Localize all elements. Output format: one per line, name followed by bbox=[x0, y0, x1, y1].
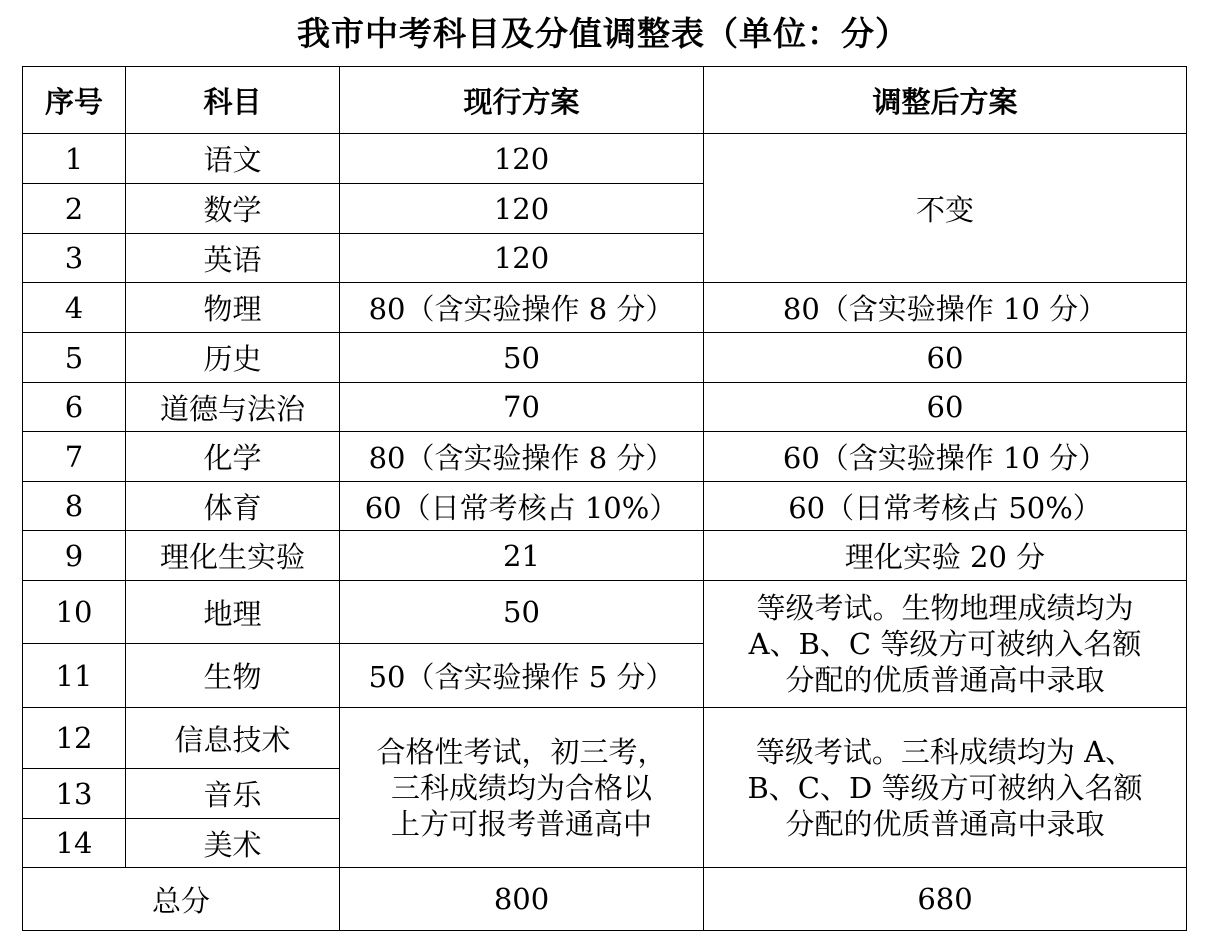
row-current: 80（含实验操作 8 分） bbox=[340, 432, 704, 482]
row-no: 13 bbox=[23, 769, 126, 819]
row-no: 3 bbox=[23, 234, 126, 283]
row-subject: 体育 bbox=[126, 482, 340, 531]
row-subject: 信息技术 bbox=[126, 708, 340, 769]
row-subject: 数学 bbox=[126, 184, 340, 234]
row-no: 8 bbox=[23, 482, 126, 531]
total-label: 总分 bbox=[23, 868, 340, 931]
merged-line: 合格性考试，初三考， bbox=[376, 734, 667, 769]
row-no: 11 bbox=[23, 644, 126, 708]
row-subject: 生物 bbox=[126, 644, 340, 708]
table-row bbox=[23, 383, 1187, 432]
row-current: 21 bbox=[340, 531, 704, 581]
merged-adjusted-arts bbox=[704, 708, 1187, 868]
row-adjusted: 60 bbox=[704, 333, 1187, 383]
merged-line: A、B、C 等级方可被纳入名额 bbox=[748, 627, 1142, 661]
row-no: 2 bbox=[23, 184, 126, 234]
header-adjusted-plan: 调整后方案 bbox=[704, 67, 1187, 134]
total-adjusted: 680 bbox=[704, 868, 1187, 931]
row-adjusted: 60（含实验操作 10 分） bbox=[704, 432, 1187, 482]
row-subject: 理化生实验 bbox=[126, 531, 340, 581]
row-subject: 音乐 bbox=[126, 769, 340, 819]
row-no: 5 bbox=[23, 333, 126, 383]
header-row bbox=[23, 67, 1187, 134]
row-adjusted: 理化实验 20 分 bbox=[704, 531, 1187, 581]
row-no: 6 bbox=[23, 383, 126, 432]
table-row bbox=[23, 581, 1187, 644]
row-no: 12 bbox=[23, 708, 126, 769]
row-current: 70 bbox=[340, 383, 704, 432]
row-adjusted: 80（含实验操作 10 分） bbox=[704, 283, 1187, 333]
header-current-plan: 现行方案 bbox=[340, 67, 704, 134]
row-current: 120 bbox=[340, 234, 704, 283]
merged-line: 等级考试。生物地理成绩均为 bbox=[756, 591, 1134, 625]
score-adjustment-table bbox=[22, 66, 1187, 931]
row-subject: 语文 bbox=[126, 134, 340, 184]
table-row bbox=[23, 482, 1187, 531]
row-current: 80（含实验操作 8 分） bbox=[340, 283, 704, 333]
row-subject: 物理 bbox=[126, 283, 340, 333]
row-adjusted: 60 bbox=[704, 383, 1187, 432]
row-no: 10 bbox=[23, 581, 126, 644]
header-no: 序号 bbox=[23, 67, 126, 134]
total-current: 800 bbox=[340, 868, 704, 931]
header-subject: 科目 bbox=[126, 67, 340, 134]
row-current: 120 bbox=[340, 184, 704, 234]
row-subject: 地理 bbox=[126, 581, 340, 644]
table-row bbox=[23, 531, 1187, 581]
row-current: 50 bbox=[340, 581, 704, 644]
row-adjusted: 60（日常考核占 50%） bbox=[704, 482, 1187, 531]
row-current: 50（含实验操作 5 分） bbox=[340, 644, 704, 708]
table-row bbox=[23, 134, 1187, 184]
merged-adjusted-unchanged: 不变 bbox=[704, 134, 1187, 283]
row-subject: 化学 bbox=[126, 432, 340, 482]
merged-line: 三科成绩均为合格以 bbox=[390, 770, 652, 805]
merged-line: 等级考试。三科成绩均为 A、 bbox=[755, 734, 1135, 769]
row-no: 14 bbox=[23, 819, 126, 868]
merged-line: 上方可报考普通高中 bbox=[390, 806, 652, 841]
merged-current-arts bbox=[340, 708, 704, 868]
table-row bbox=[23, 283, 1187, 333]
row-no: 9 bbox=[23, 531, 126, 581]
merged-line: 分配的优质普通高中录取 bbox=[785, 806, 1105, 841]
table-row bbox=[23, 333, 1187, 383]
row-no: 7 bbox=[23, 432, 126, 482]
row-current: 120 bbox=[340, 134, 704, 184]
row-subject: 英语 bbox=[126, 234, 340, 283]
table-row bbox=[23, 708, 1187, 769]
total-row bbox=[23, 868, 1187, 931]
row-current: 60（日常考核占 10%） bbox=[340, 482, 704, 531]
merged-line: 分配的优质普通高中录取 bbox=[785, 663, 1105, 697]
row-subject: 道德与法治 bbox=[126, 383, 340, 432]
table-row bbox=[23, 432, 1187, 482]
row-no: 4 bbox=[23, 283, 126, 333]
row-subject: 历史 bbox=[126, 333, 340, 383]
merged-adjusted-geo-bio bbox=[704, 581, 1187, 708]
row-subject: 美术 bbox=[126, 819, 340, 868]
row-current: 50 bbox=[340, 333, 704, 383]
merged-line: B、C、D 等级方可被纳入名额 bbox=[747, 770, 1143, 805]
row-no: 1 bbox=[23, 134, 126, 184]
table-title: 我市中考科目及分值调整表（单位：分） bbox=[297, 14, 909, 53]
